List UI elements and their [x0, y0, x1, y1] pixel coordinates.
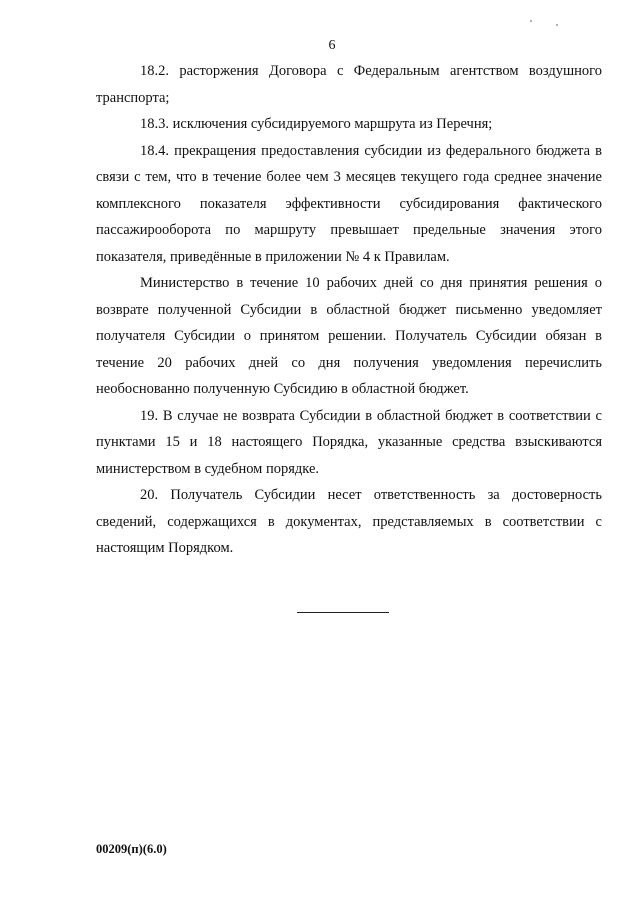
- page-number: 6: [328, 38, 336, 53]
- paragraph-19: 19. В случае не возврата Субсидии в областной бюджет в соответствии с пунктами 15 и 18 настоящего Порядка, указанные средства взыскиваются министерством в судебном порядке.: [96, 407, 602, 477]
- scan-speck: [556, 24, 558, 26]
- paragraph-18-2: 18.2. расторжения Договора с Федеральным агентством воздушного транспорта;: [96, 63, 602, 106]
- paragraph-20: 20. Получатель Субсидии несет ответственность за достоверность сведений, содержащихся в документах, представляемых в соответствии с настоящим Порядком.: [96, 487, 602, 556]
- scan-speck: [530, 20, 532, 22]
- paragraph-ministry-notice: Министерство в течение 10 рабочих дней со дня принятия решения о возврате полученной Субсидии в областной бюджет письменно уведомляет получателя Субсидии о принятом решении. Получатель Субсидии обязан в течение 20 рабочих дней со дня получения уведомления перечислить необоснованно полученную Субсидию в областной бюджет.: [96, 275, 602, 397]
- paragraph-18-3: 18.3. исключения субсидируемого маршрута из Перечня;: [140, 116, 493, 132]
- document-code: 00209(п)(6.0): [96, 842, 167, 856]
- paragraph-18-4: 18.4. прекращения предоставления субсидии из федерального бюджета в связи с тем, что в течение более чем 3 месяцев текущего года среднее значение комплексного показателя эффективности субсидирования фактического пассажирооборота по маршруту превышает предельные значения этого показателя, приведённые в приложении № 4 к Правилам.: [96, 142, 602, 265]
- separator-line: [297, 612, 389, 613]
- document-body: [96, 58, 602, 562]
